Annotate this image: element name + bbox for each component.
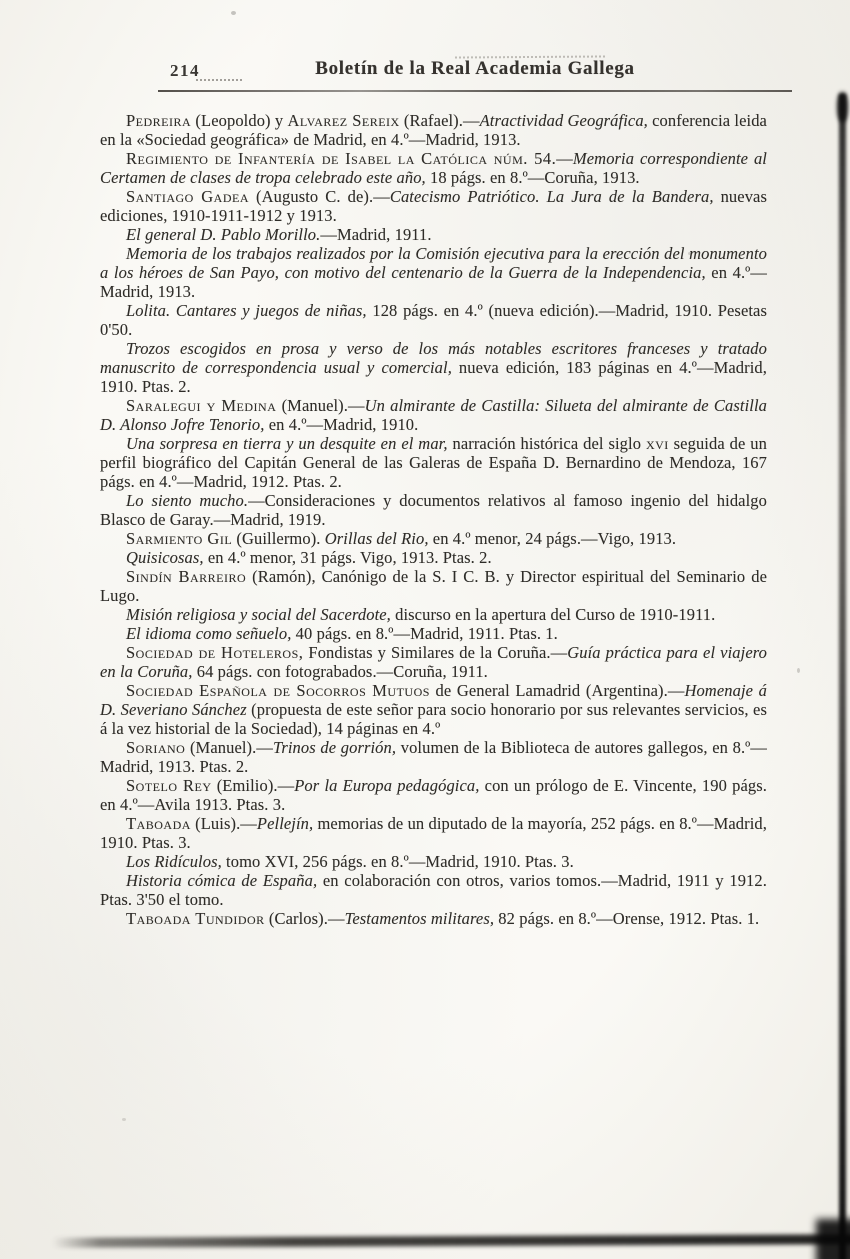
bibliography-entry — [100, 814, 767, 852]
work-title: El general D. Pablo Morillo. — [126, 225, 321, 244]
scan-artifact-corner — [816, 1219, 850, 1259]
author-name: Taboada — [126, 814, 191, 833]
work-title: Orillas del Rio, — [324, 529, 429, 548]
bibliography-entry — [100, 567, 767, 605]
work-title: Pellejín, — [256, 814, 314, 833]
bibliography-entry — [100, 852, 767, 871]
entry-text: 18 págs. en 8.º—Coruña, 1913. — [425, 168, 640, 187]
author-name: Sociedad Española de Socorros Mutuos — [126, 681, 430, 700]
work-title: Lolita. Cantares y juegos de niñas, — [126, 301, 367, 320]
work-title: Atractividad Geográfica, — [479, 111, 648, 130]
author-name: Taboada Tundidor — [126, 909, 265, 928]
entry-text: (Guillermo). — [232, 529, 325, 548]
entry-text: en 4.º—Madrid, 1913. — [100, 263, 768, 301]
scan-speck — [797, 668, 800, 673]
entry-text: volumen de la Biblioteca de autores gallegos, en 8.º—Madrid, 1913. Ptas. 2. — [100, 738, 767, 776]
bibliography-entry — [100, 491, 767, 529]
bibliography-entry — [100, 776, 767, 814]
bibliography-entry — [100, 681, 767, 738]
entry-text: discurso en la apertura del Curso de 1910-1911. — [390, 605, 716, 624]
work-title: Memoria correspondiente al Certamen de clases de tropa celebrado este año, — [100, 149, 767, 187]
bibliography-entry — [100, 149, 767, 187]
entry-text: nuevas ediciones, 1910-1911-1912 y 1913. — [100, 187, 767, 225]
scan-speck — [688, 252, 691, 255]
bibliography-entry — [100, 187, 767, 225]
author-name: xvi — [645, 434, 669, 453]
entry-text: de General Lamadrid (Argentina).— — [429, 681, 685, 700]
bibliography-entry — [100, 434, 767, 491]
bibliography-entry — [100, 339, 767, 396]
entry-text: nueva edición, 183 páginas en 4.º—Madrid, 1910. Ptas. 2. — [100, 358, 767, 396]
entry-text: (Augusto C. de).— — [249, 187, 390, 206]
entry-text: (propuesta de este señor para socio honorario por sus relevantes servicios, es á la vez historial de la Sociedad), 14 páginas en 4.º — [100, 700, 767, 738]
author-name: Alvarez Sereix — [287, 111, 400, 130]
bibliography-entry — [100, 301, 767, 339]
entry-text: —Madrid, 1911. — [320, 225, 432, 244]
entry-text: tomo XVI, 256 págs. en 8.º—Madrid, 1910. Ptas. 3. — [221, 852, 574, 871]
page-number: 214 — [170, 61, 200, 80]
work-title: Historia cómica de España, — [126, 871, 318, 890]
entry-text: (Rafael).— — [399, 111, 480, 130]
entry-text: Fondistas y Similares de la Coruña.— — [303, 643, 568, 662]
entry-text: (Emilio).— — [211, 776, 295, 795]
entry-text: en 4.º menor, 24 págs.—Vigo, 1913. — [428, 529, 677, 548]
entry-text: —Consideraciones y documentos relativos al famoso ingenio del hidalgo Blasco de Garay.—Madrid, 1919. — [100, 491, 767, 529]
bibliography-entry — [100, 244, 767, 301]
entry-text: 82 págs. en 8.º—Orense, 1912. Ptas. 1. — [494, 909, 760, 928]
entry-text: con un prólogo de E. Vincente, 190 págs. en 4.º—Avila 1913. Ptas. 3. — [100, 776, 767, 814]
author-name: Soriano — [126, 738, 186, 757]
author-name: Sindín Barreiro — [126, 567, 247, 586]
author-name: Santiago Gadea — [126, 187, 250, 206]
entry-text: memorias de un diputado de la mayoría, 252 págs. en 8.º—Madrid, 1910. Ptas. 3. — [100, 814, 767, 852]
work-title: El idioma como señuelo, — [126, 624, 292, 643]
entry-text: en 4.º menor, 31 págs. Vigo, 1913. Ptas. 2. — [203, 548, 492, 567]
header-rule — [158, 90, 792, 92]
work-title: Los Ridículos, — [126, 852, 222, 871]
page-header — [158, 58, 792, 88]
bibliography-entry — [100, 225, 767, 244]
bibliography-entry — [100, 624, 767, 643]
bibliography-entry — [100, 396, 767, 434]
author-name: Sotelo Rey — [126, 776, 212, 795]
work-title: Una sorpresa en tierra y un desquite en el mar, — [126, 434, 448, 453]
entry-text: narración histórica del siglo — [447, 434, 646, 453]
entry-text: (Ramón), Canónigo de la S. I C. B. y Director espiritual del Seminario de Lugo. — [100, 567, 767, 605]
author-name: Sociedad de Hoteleros, — [126, 643, 304, 662]
entry-text: conferencia leida en la «Sociedad geográfica» de Madrid, en 4.º—Madrid, 1913. — [100, 111, 767, 149]
author-name: Saralegui y Medina — [126, 396, 277, 415]
bibliography-entry — [100, 605, 767, 624]
entry-text: (Luis).— — [190, 814, 257, 833]
work-title: Trinos de gorrión, — [272, 738, 397, 757]
scan-speck — [231, 11, 236, 15]
entry-text: (Manuel).— — [276, 396, 365, 415]
entry-text: 64 págs. con fotograbados.—Coruña, 1911. — [192, 662, 488, 681]
author-name: Pedreira — [126, 111, 192, 130]
bibliography-entry — [100, 111, 767, 149]
entry-text: (Manuel).— — [185, 738, 273, 757]
work-title: Testamentos militares, — [344, 909, 495, 928]
work-title: Un almirante de Castilla: Silueta del almirante de Castilla D. Alonso Jofre Tenorio, — [100, 396, 767, 434]
scan-dotted-mark — [196, 79, 242, 81]
entry-text: 40 págs. en 8.º—Madrid, 1911. Ptas. 1. — [291, 624, 558, 643]
bibliography-entry — [100, 548, 767, 567]
work-title: Lo siento mucho. — [126, 491, 249, 510]
author-name: Sarmiento Gil — [126, 529, 233, 548]
entry-text: en 4.º—Madrid, 1910. — [264, 415, 419, 434]
work-title: Por la Europa pedagógica, — [294, 776, 480, 795]
bibliography-entry — [100, 871, 767, 909]
journal-title: Boletín de la Real Academia Gallega — [315, 58, 635, 79]
work-title: Homenaje á D. Severiano Sánchez — [100, 681, 767, 719]
work-title: Catecismo Patriótico. La Jura de la Bandera, — [389, 187, 714, 206]
author-name: Regimiento de Infantería de Isabel la Católica núm. 54. — [126, 149, 557, 168]
work-title: Misión religiosa y social del Sacerdote, — [126, 605, 391, 624]
work-title: Memoria de los trabajos realizados por la Comisión ejecutiva para la erección del monumento a los héroes de San Payo, con motivo del centenario de la Guerra de la Independencia, — [100, 244, 767, 282]
bibliography-entry — [100, 643, 767, 681]
work-title: Trozos escogidos en prosa y verso de los más notables escritores franceses y tratado manuscrito de correspondencia usual y comercial, — [100, 339, 767, 377]
entry-text: seguida de un perfil biográfico del Capitán General de las Galeras de España D. Bernardino de Mendoza, 167 págs. en 4.º—Madrid, 1912. Ptas. 2. — [100, 434, 767, 491]
scan-artifact-right-edge — [839, 94, 846, 1259]
scan-artifact-bottom-edge — [52, 1234, 850, 1248]
bibliography-entry — [100, 738, 767, 776]
bibliography-entry — [100, 529, 767, 548]
document-body — [100, 111, 767, 928]
entry-text: 128 págs. en 4.º (nueva edición).—Madrid, 1910. Pesetas 0'50. — [100, 301, 767, 339]
entry-text: — — [556, 149, 573, 168]
entry-text: en colaboración con otros, varios tomos.—Madrid, 1911 y 1912. Ptas. 3'50 el tomo. — [100, 871, 767, 909]
entry-text: (Carlos).— — [264, 909, 345, 928]
work-title: Quisicosas, — [126, 548, 204, 567]
bibliography-entry — [100, 909, 767, 928]
scan-speck — [122, 1118, 126, 1121]
work-title: Guía práctica para el viajero en la Coruña, — [100, 643, 768, 681]
entry-text: (Leopoldo) y — [191, 111, 288, 130]
